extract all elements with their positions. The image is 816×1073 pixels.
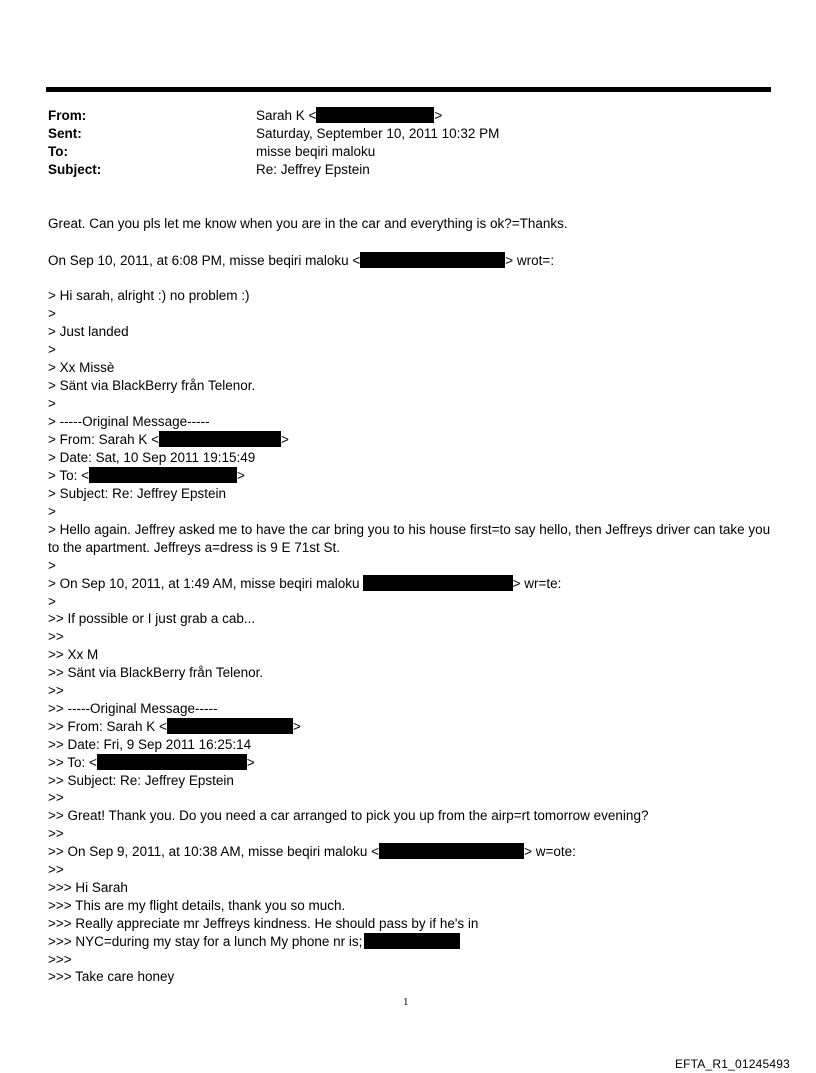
body-text: >> To: < — [48, 755, 97, 770]
body-text: > — [237, 468, 245, 483]
from-label: From: — [48, 108, 87, 123]
body-line: >> Xx M — [48, 647, 99, 662]
body-line: > — [48, 306, 56, 321]
redaction-block — [379, 843, 524, 859]
body-line: >> -----Original Message----- — [48, 701, 218, 716]
body-line: > — [48, 558, 56, 573]
sent-label: Sent: — [48, 126, 82, 141]
body-line: >>> Hi Sarah — [48, 880, 128, 895]
body-line: >> — [48, 790, 64, 805]
redaction-block — [97, 754, 247, 770]
body-line: > — [48, 342, 56, 357]
from-close: > — [434, 108, 443, 123]
body-line: >> — [48, 683, 64, 698]
body-line: > Date: Sat, 10 Sep 2011 19:15:49 — [48, 450, 256, 465]
body-line: >>> Really appreciate mr Jeffreys kindness. He should pass by if he's in — [48, 916, 479, 931]
to-value: misse beqiri maloku — [256, 144, 376, 159]
body-text: > w=ote: — [524, 844, 576, 859]
body-text: >> On Sep 9, 2011, at 10:38 AM, misse beqiri maloku < — [48, 844, 380, 859]
body-line: >>> This are my flight details, thank you so much. — [48, 898, 346, 913]
body-line: >> — [48, 862, 64, 877]
body-line: > — [48, 594, 56, 609]
to-label: To: — [48, 144, 68, 159]
body-line: > — [48, 504, 56, 519]
body-text: >>> NYC=during my stay for a lunch My phone nr is; — [48, 934, 363, 949]
body-text: On Sep 10, 2011, at 6:08 PM, misse beqiri maloku < — [48, 253, 361, 268]
body-text: > From: Sarah K < — [48, 432, 160, 447]
body-text: > On Sep 10, 2011, at 1:49 AM, misse beqiri maloku — [48, 576, 360, 591]
sent-value: Saturday, September 10, 2011 10:32 PM — [256, 126, 500, 141]
body-line — [48, 843, 576, 861]
body-text: > wrot=: — [505, 253, 555, 268]
body-text: > — [281, 432, 289, 447]
body-line — [48, 718, 301, 736]
body-line — [48, 933, 460, 951]
redaction-block — [159, 431, 281, 447]
from-value — [256, 107, 442, 125]
body-line: > Just landed — [48, 324, 129, 339]
redaction-block — [364, 933, 460, 949]
body-line: >>> — [48, 952, 72, 967]
redaction-block — [167, 718, 293, 734]
redaction-block — [363, 575, 513, 591]
body-line: > Hello again. Jeffrey asked me to have the car bring you to his house first=to say hello, then Jeffreys driver can take you — [48, 522, 771, 537]
body-text: > To: < — [48, 468, 90, 483]
redaction-block — [316, 107, 434, 123]
body-line: Great. Can you pls let me know when you are in the car and everything is ok?=Thanks. — [48, 216, 568, 231]
subject-value: Re: Jeffrey Epstein — [256, 162, 370, 177]
body-line: to the apartment. Jeffreys a=dress is 9 E 71st St. — [48, 540, 341, 555]
body-line: > Xx Missè — [48, 360, 115, 375]
body-text: > — [292, 719, 301, 734]
bates-number: EFTA_R1_01245493 — [674, 1057, 790, 1071]
body-text: > wr=te: — [512, 576, 562, 591]
redaction-block — [360, 252, 505, 268]
body-line: > -----Original Message----- — [48, 414, 210, 429]
header-rule — [46, 87, 771, 92]
body-line — [48, 252, 554, 270]
body-line: > — [48, 396, 56, 411]
body-line: >> — [48, 629, 64, 644]
body-line: >> Subject: Re: Jeffrey Epstein — [48, 773, 234, 788]
subject-label: Subject: — [48, 162, 102, 177]
body-text: >> From: Sarah K < — [48, 719, 167, 734]
body-line — [48, 575, 561, 593]
from-name: Sarah K < — [256, 108, 317, 123]
body-line: >> If possible or I just grab a cab... — [48, 611, 256, 626]
body-line — [48, 467, 245, 485]
body-line: > Sänt via BlackBerry från Telenor. — [48, 378, 256, 393]
body-line — [48, 754, 255, 772]
body-line — [48, 431, 289, 449]
body-line: > Hi sarah, alright :) no problem :) — [48, 288, 250, 303]
body-line: >> Sänt via BlackBerry från Telenor. — [48, 665, 264, 680]
page-number: 1 — [403, 996, 409, 1008]
body-line: >> Great! Thank you. Do you need a car arranged to pick you up from the airp=rt tomorrow evening? — [48, 808, 649, 823]
body-line: >>> Take care honey — [48, 969, 175, 984]
body-text: > — [246, 755, 255, 770]
body-line: >> Date: Fri, 9 Sep 2011 16:25:14 — [48, 737, 252, 752]
body-line: >> — [48, 826, 64, 841]
body-line: > Subject: Re: Jeffrey Epstein — [48, 486, 226, 501]
redaction-block — [89, 467, 237, 483]
